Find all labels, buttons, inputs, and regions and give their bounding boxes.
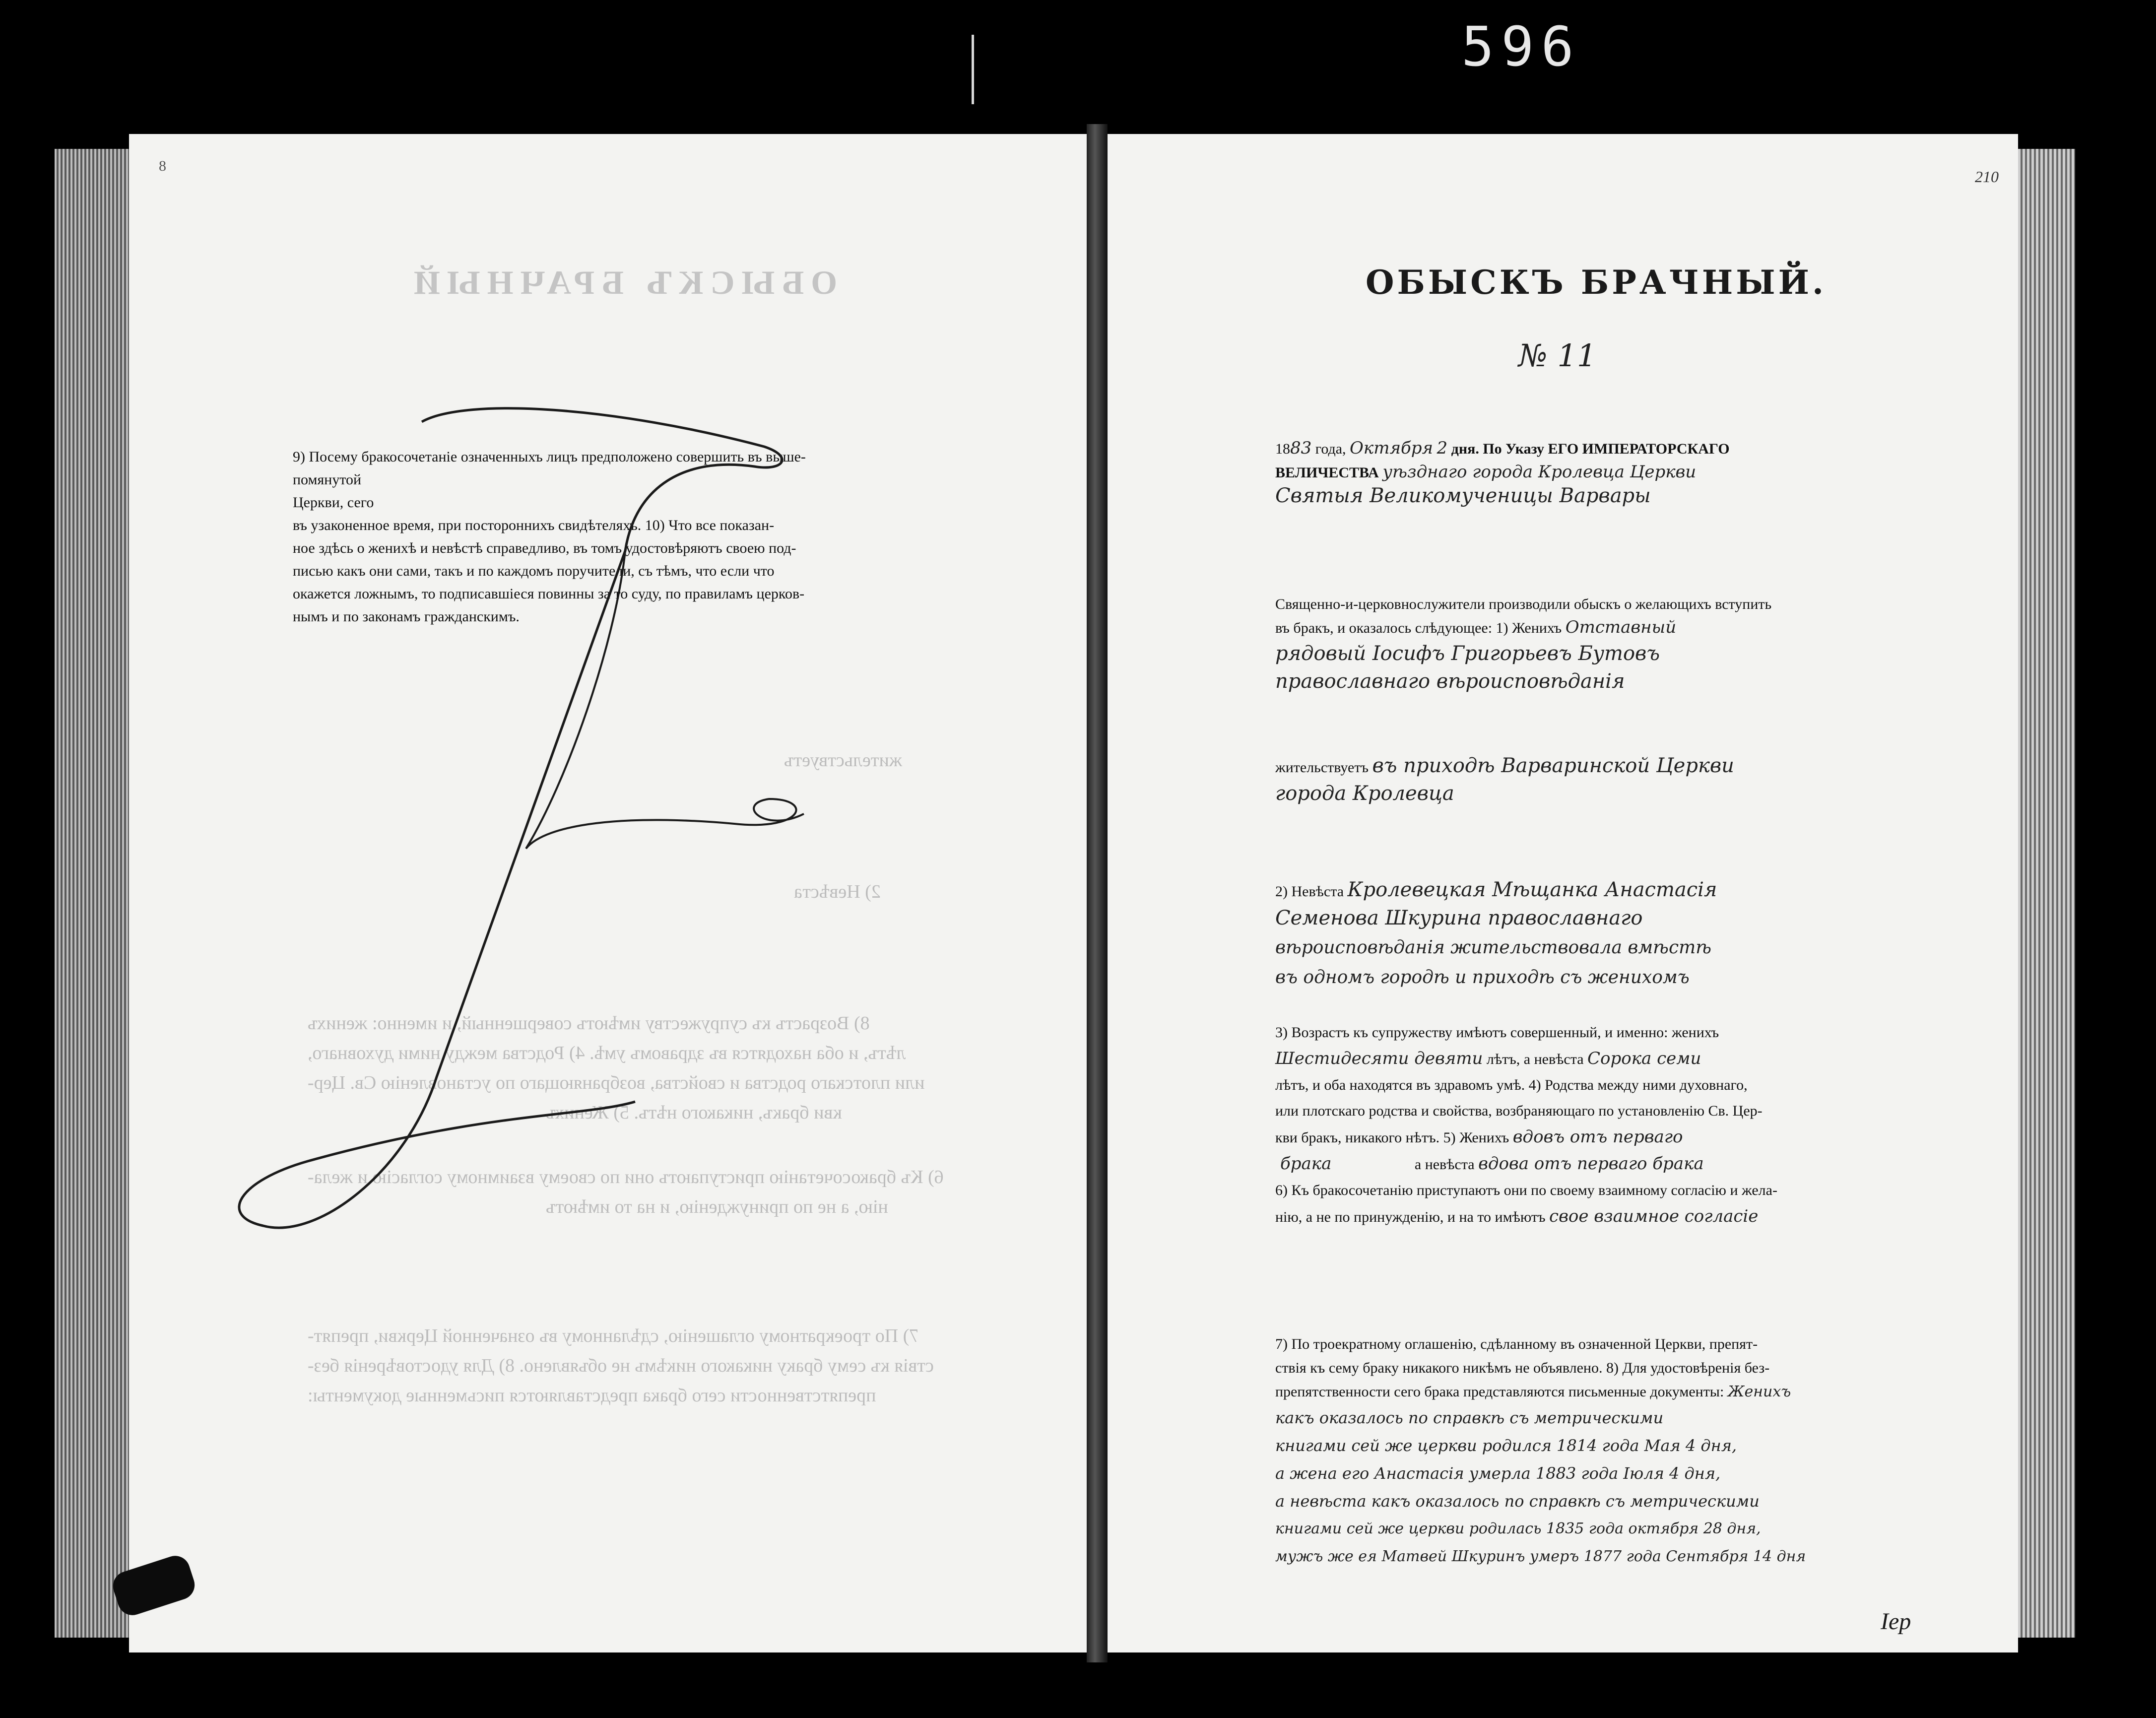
bleed-through-line: кви бракъ, никакого нѣтъ. 5) Женихъ: [546, 1102, 842, 1123]
signature-handwritten: Іер: [1881, 1608, 1911, 1635]
bleed-through-line: 6) Къ бракосочетанію приступаютъ они по своему взаимному согласію и жела-: [308, 1167, 944, 1188]
church-handwritten: Святыя Великомученицы Варвары: [1275, 484, 1651, 507]
bleed-through-title: ОБЫСКЪ БРАЧНЫЙ: [407, 264, 838, 301]
bride-handwritten: вѣроисповѣданія жительствовала вмѣстѣ: [1275, 937, 1712, 958]
documents-handwritten: какъ оказалось по справкѣ съ метрическими: [1275, 1408, 1664, 1427]
search-intro-2: въ бракъ, и оказалось слѣдующее: 1) Женихъ: [1275, 620, 1562, 636]
search-intro: Священно-и-церковнослужители производили обыскъ о желающихъ вступить: [1275, 596, 1772, 612]
left-text-line: помянутой: [293, 471, 362, 488]
bride-status-label: а невѣста: [1414, 1156, 1475, 1173]
header-block: [1275, 437, 1990, 507]
groom-handwritten: рядовый Іосифъ Григорьевъ Бутовъ: [1275, 642, 1660, 665]
kinship-line: или плотскаго родства и свойства, возбраняющаго по установленію Св. Цер-: [1275, 1103, 1763, 1119]
document-title: ОБЫСКЪ БРАЧНЫЙ.: [1366, 263, 1827, 302]
left-corner-mark: 8: [159, 158, 166, 174]
age-line: 3) Возрастъ къ супружеству имѣютъ совершенный, и именно: женихъ: [1275, 1024, 1719, 1041]
documents-handwritten: Женихъ: [1727, 1383, 1791, 1400]
marital-line: кви бракъ, никакого нѣтъ. 5) Женихъ: [1275, 1129, 1509, 1146]
age-line-mid: лѣтъ, а невѣста: [1486, 1051, 1584, 1067]
bleed-through-line: лѣтъ, и оба находятся въ здравомъ умѣ. 4) Родства между ними духовнаго,: [308, 1043, 906, 1063]
documents-handwritten: а жена его Анастасія умерла 1883 года Іюля 4 дня,: [1275, 1464, 1721, 1483]
book-edge-right: [2018, 149, 2075, 1638]
documents-handwritten: книгами сей же церкви родился 1814 года Мая 4 дня,: [1275, 1436, 1737, 1455]
bleed-through-line: 2) Невѣста: [794, 881, 881, 902]
year-prefix: 18: [1275, 441, 1290, 457]
documents-handwritten: книгами сей же церкви родилась 1835 года октября 28 дня,: [1275, 1520, 1761, 1537]
section-residence: [1275, 754, 1990, 808]
bleed-through-line: или плотскаго родства и свойства, возбраняющаго по установленію Св. Цер-: [308, 1072, 925, 1093]
bleed-through-line: препятственности сего брака представляются письменные документы:: [308, 1385, 876, 1406]
cancellation-flourish: [189, 387, 958, 1260]
section-groom: [1275, 593, 1990, 695]
archive-tick-mark: [972, 35, 974, 104]
consent-handwritten: свое взаимное согласіе: [1549, 1206, 1759, 1226]
consent-line: нію, а не по принужденію, и на то имѣютъ: [1275, 1209, 1546, 1225]
left-text-line: 9) Посему бракосочетаніе означенныхъ лицъ предположено совершить въ выше-: [293, 449, 806, 465]
residence-label: жительствуетъ: [1275, 759, 1369, 776]
section-bride: [1275, 878, 1990, 992]
decree-text: дня. По Указу ЕГО ИМПЕРАТОРСКАГО: [1451, 441, 1730, 457]
day-handwritten: 2: [1437, 438, 1448, 458]
bride-handwritten: въ одномъ городѣ и приходѣ съ женихомъ: [1275, 967, 1690, 988]
banns-line: 7) По троекратному оглашенію, сдѣланному въ означенной Церкви, препят-: [1275, 1336, 1758, 1352]
left-text-line: нымъ и по законамъ гражданскимъ.: [293, 608, 520, 625]
section-age-kinship: [1275, 1020, 1990, 1230]
kinship-line: лѣтъ, и оба находятся въ здравомъ умѣ. 4) Родства между ними духовнаго,: [1275, 1077, 1748, 1093]
groom-handwritten: Отставный: [1565, 617, 1677, 637]
bride-age-handwritten: Сорока семи: [1587, 1049, 1701, 1068]
majesty-text: ВЕЛИЧЕСТВА: [1275, 464, 1379, 481]
month-handwritten: Октября: [1350, 438, 1434, 458]
bride-handwritten: Семенова Шкурина православнаго: [1275, 907, 1643, 929]
groom-status-handwritten: вдовъ отъ перваго: [1512, 1127, 1683, 1147]
banns-line: ствія къ сему браку никакого никѣмъ не объявлено. 8) Для удостовѣренія без-: [1275, 1360, 1770, 1376]
page-number: 210: [1975, 168, 1999, 186]
year-word: года,: [1315, 441, 1346, 457]
bride-label: 2) Невѣста: [1275, 883, 1344, 900]
residence-handwritten: города Кролевца: [1275, 782, 1454, 805]
bride-status-handwritten: вдова отъ перваго брака: [1478, 1154, 1704, 1174]
document-number: № 11: [1518, 337, 1597, 374]
book-gutter: [1087, 124, 1108, 1662]
left-text-line: въ узаконенное время, при постороннихъ свидѣтеляхъ. 10) Что все показан-: [293, 517, 775, 533]
book-edge-left: [55, 149, 129, 1638]
church-handwritten: уѣзднаго города Кролевца Церкви: [1382, 462, 1697, 482]
documents-handwritten: мужъ же ея Матвей Шкуринъ умеръ 1877 года Сентября 14 дня: [1275, 1548, 1806, 1565]
archive-number: 596: [1461, 15, 1581, 78]
bleed-through-line: 7) По троекратному оглашенію, сдѣланному въ означенной Церкви, препят-: [308, 1325, 919, 1346]
bride-handwritten: Кролевецкая Мѣщанка Анастасія: [1347, 878, 1717, 901]
left-text-line: писью какъ они сами, такъ и по каждомъ поручители, съ тѣмъ, что если что: [293, 563, 775, 579]
bleed-through-line: жительствуетъ: [784, 750, 903, 771]
left-text-line: окажется ложнымъ, то подписавшіеся повинны за то суду, по правиламъ церков-: [293, 586, 805, 602]
consent-line: 6) Къ бракосочетанію приступаютъ они по своему взаимному согласію и жела-: [1275, 1182, 1777, 1198]
left-text-line: Церкви, сего: [293, 494, 374, 511]
groom-status-handwritten: брака: [1280, 1154, 1332, 1174]
documents-handwritten: а невѣста какъ оказалось по справкѣ съ метрическими: [1275, 1492, 1760, 1511]
year-handwritten: 83: [1290, 438, 1312, 458]
left-text-line: ное здѣсь о женихѣ и невѣстѣ справедливо, въ томъ удостовѣряютъ своею под-: [293, 540, 796, 556]
residence-handwritten: въ приходѣ Варваринской Церкви: [1372, 754, 1734, 777]
bleed-through-line: нію, а не по принужденію, и на то имѣютъ: [546, 1196, 888, 1217]
section-banns-documents: [1275, 1332, 1990, 1571]
bleed-through-line: ствія къ сему браку никакого никѣмъ не объявлено. 8) Для удостовѣренія без-: [308, 1355, 934, 1376]
groom-handwritten: православнаго вѣроисповѣданія: [1275, 670, 1625, 693]
bleed-through-line: 8) Возрастъ къ супружеству имѣютъ совершенный, и именно: женихъ: [308, 1013, 870, 1034]
documents-line: препятственности сего брака представляются письменные документы:: [1275, 1384, 1724, 1400]
groom-age-handwritten: Шестидесяти девяти: [1275, 1049, 1483, 1068]
